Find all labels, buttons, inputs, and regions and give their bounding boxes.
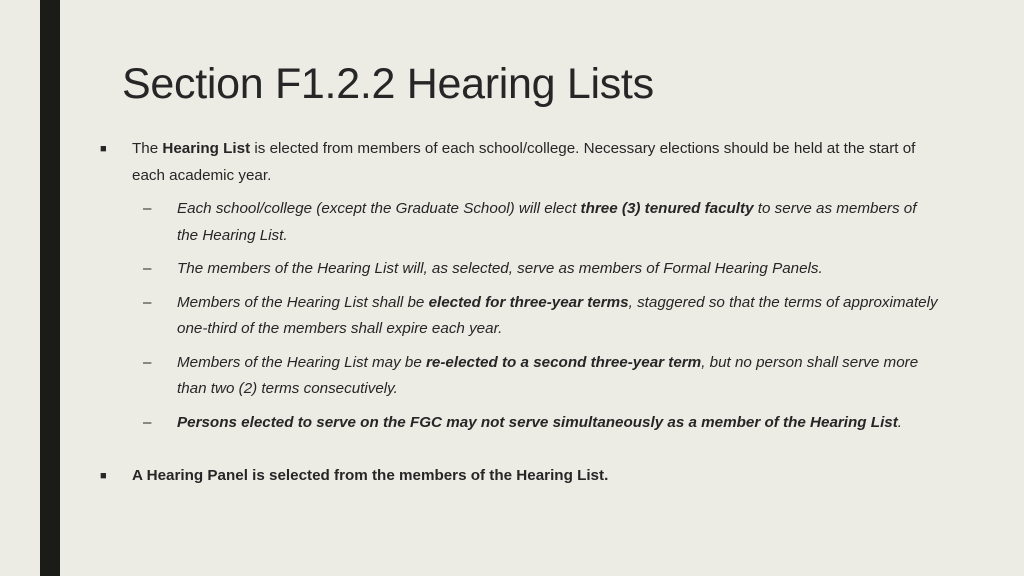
slide-content (100, 136, 940, 490)
dash-bullet-icon: – (143, 293, 152, 311)
dash-bullet-icon: – (143, 413, 152, 431)
sub-bullet-reelection: – Members of the Hearing List may be re-elected to a second three-year term, but no person shall serve more than two (2) terms consecutively. (100, 350, 940, 403)
dash-bullet-icon: – (143, 353, 152, 371)
sub-bullet-panels: – The members of the Hearing List will, as selected, serve as members of Formal Hearing Panels. (100, 256, 940, 283)
sub-bullet-terms: – Members of the Hearing List shall be elected for three-year terms, staggered so that the terms of approximately one-third of the members shall expire each year. (100, 290, 940, 343)
dash-bullet-icon: – (143, 260, 152, 277)
square-bullet-icon: ■ (100, 470, 107, 482)
accent-bar (40, 0, 60, 576)
dash-bullet-icon: – (143, 200, 152, 217)
square-bullet-icon: ■ (100, 143, 107, 155)
sub-bullet-fgc: – Persons elected to serve on the FGC may not serve simultaneously as a member of the Hearing List. (100, 410, 940, 437)
bullet-hearing-panel: ■ A Hearing Panel is selected from the members of the Hearing List. (100, 463, 940, 490)
slide-title: Section F1.2.2 Hearing Lists (122, 60, 654, 108)
bullet-hearing-list: ■ The Hearing List is elected from members of each school/college. Necessary elections should be held at the start of each academic year. (100, 136, 940, 189)
sub-bullet-election: – Each school/college (except the Graduate School) will elect three (3) tenured faculty to serve as members of the Hearing List. (100, 196, 940, 249)
sub-bullet-list (100, 196, 940, 436)
